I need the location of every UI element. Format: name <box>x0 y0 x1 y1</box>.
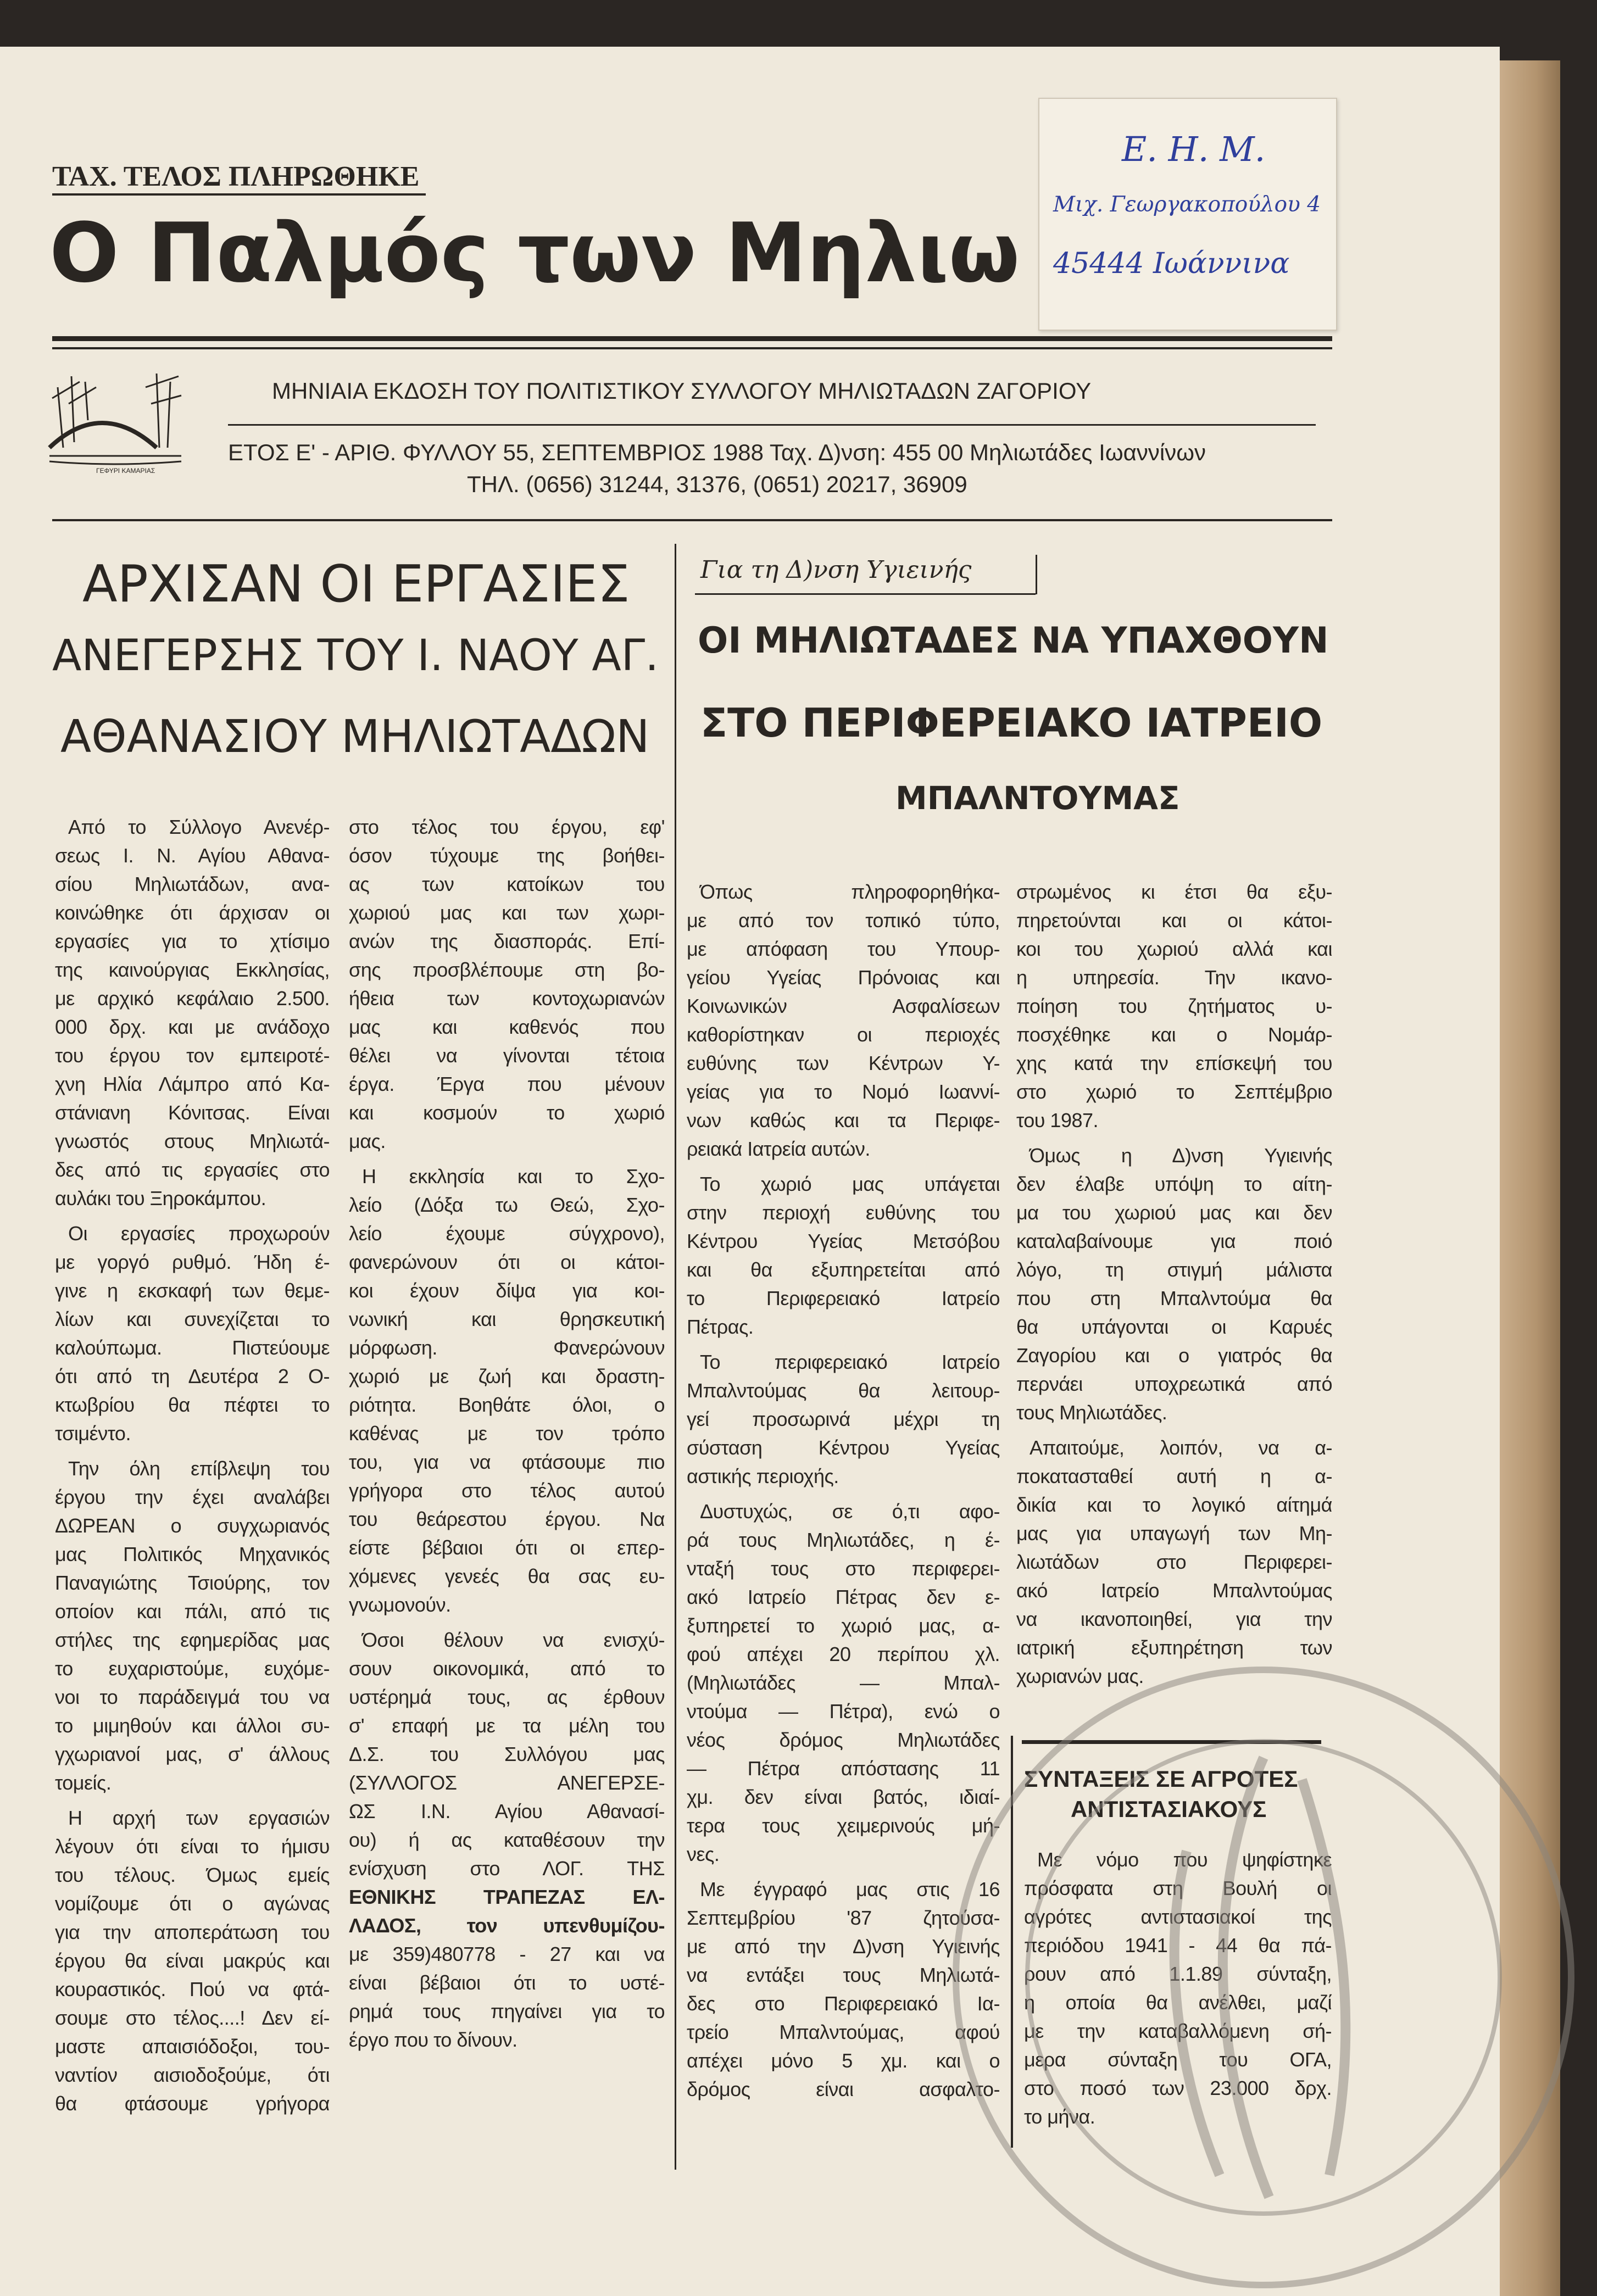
text-line: της καινούργιας Εκκλησίας, <box>55 958 330 981</box>
paragraph <box>687 1497 1000 1869</box>
text-line: δες στο Περιφερειακό Ια- <box>687 1992 1000 2015</box>
text-line: του θεάρεστου έργου. Να <box>349 1508 665 1530</box>
text-line: σεως Ι. Ν. Αγίου Αθανα- <box>55 844 330 867</box>
article-column <box>349 813 665 2061</box>
text-line: του έργου τον εμπειροτέ- <box>55 1044 330 1067</box>
text-line: κοι του χωριού αλλά και <box>1016 938 1332 960</box>
headline-line: ΑΡΧΙΣΑΝ ΟΙ ΕΡΓΑΣΙΕΣ <box>82 554 630 614</box>
headline-line: ΜΠΑΛΝΤΟΥΜΑΣ <box>895 779 1180 817</box>
text-line: στο τέλος του έργου, εφ' <box>349 816 665 838</box>
text-line: Όμως η Δ)νση Υγιεινής <box>1030 1144 1332 1167</box>
text-line: σύσταση Κέντρου Υγείας <box>687 1436 1000 1459</box>
text-line: χωριού μας και των χωρι- <box>349 901 665 924</box>
headline-line: ΣΤΟ ΠΕΡΙΦΕΡΕΙΑΚΟ ΙΑΤΡΕΙΟ <box>700 700 1323 746</box>
text-line: γείου Υγείας Πρόνοιας και <box>687 966 1000 989</box>
text-line: δικία και το λογικό αίτημά <box>1016 1493 1332 1516</box>
text-line: κουραστικός. Πού να φτά- <box>55 1978 330 2000</box>
box-body <box>1024 1846 1332 2138</box>
text-line: θα φτάσουμε γρήγορα <box>55 2092 330 2115</box>
text-line: τσιμέντο. <box>55 1422 131 1445</box>
text-line: έργο που το δίνουν. <box>349 2028 518 2051</box>
text-line: ξυπηρετεί το χωριό μας, α- <box>687 1614 1000 1637</box>
divider <box>52 193 426 196</box>
text-line: ποίηση του ζητήματος υ- <box>1016 995 1332 1017</box>
text-line: Το χωριό μας υπάγεται <box>700 1173 1000 1195</box>
text-line: με γοργό ρυθμό. Ήδη έ- <box>55 1251 330 1273</box>
text-line: γεί προσωρινά μέχρι τη <box>687 1408 1000 1430</box>
text-line: στρωμένος κι έτσι θα εξυ- <box>1016 880 1332 903</box>
text-line: Με έγγραφό μας στις 16 <box>700 1878 1000 1901</box>
text-line: κοι έχουν δίψα για κοι- <box>349 1279 665 1302</box>
text-line: φανερώνουν ότι οι κάτοι- <box>349 1251 665 1273</box>
text-line: γχωριανοί μας, σ' άλλους <box>55 1743 330 1765</box>
text-line: ακό Ιατρείο Πέτρας δεν ε- <box>687 1586 1000 1608</box>
issue-info: ΕΤΟΣ Ε' - ΑΡΙΘ. ΦΥΛΛΟΥ 55, ΣΕΠΤΕΜΒΡΙΟΣ 1988 Ταχ. Δ)νση: 455 00 Μηλιωτάδες Ιωαννίνων <box>228 439 1206 465</box>
text-line: ήθεια των κοντοχωριανών <box>349 987 665 1010</box>
text-line: μας. <box>349 1130 386 1152</box>
text-line: ανών της διασποράς. Επί- <box>349 930 665 952</box>
text-line: δεν έλαβε υπόψη το αίτη- <box>1016 1173 1332 1195</box>
logo-caption: ΓΕΦΥΡΙ ΚΑΜΑΡΙΑΣ <box>96 467 155 475</box>
text-line: καλούπωμα. Πιστεύουμε <box>55 1336 330 1359</box>
text-line: περνάει υποχρεωτικά από <box>1016 1373 1332 1395</box>
text-line: που στη Μπαλντούμα θα <box>1016 1287 1332 1309</box>
text-line: έργου θα είναι μακρύς και <box>55 1949 330 1972</box>
text-line: το ευχαριστούμε, ευχόμε- <box>55 1657 330 1680</box>
text-line: ρουν από 1.1.89 σύνταξη, <box>1024 1963 1332 1985</box>
text-line: Παναγιώτης Τσιούρης, τον <box>55 1571 330 1594</box>
text-line: ακό Ιατρείο Μπαλντούμας <box>1016 1579 1332 1602</box>
article-column <box>1016 878 1332 1697</box>
text-line: Οι εργασίες προχωρούν <box>68 1222 330 1245</box>
box-title-line: ΣΥΝΤΑΞΕΙΣ ΣΕ ΑΓΡΟΤΕΣ <box>1024 1766 1298 1792</box>
text-line: με αρχικό κεφάλαιο 2.500. <box>55 987 330 1010</box>
text-line: ρημά τους πηγαίνει για το <box>349 2000 665 2022</box>
address-label <box>1038 98 1337 331</box>
text-line: του τέλους. Όμως εμείς <box>55 1864 330 1886</box>
paragraph <box>55 1454 330 1797</box>
text-line: σ' επαφή με τα μέλη του <box>349 1714 665 1737</box>
text-line: ναντίον αισιοδοξούμε, ότι <box>55 2064 330 2086</box>
paragraph <box>1024 1846 1332 2131</box>
text-line: γείας για το Νομό Ιωαννί- <box>687 1080 1000 1103</box>
text-line: το μήνα. <box>1024 2105 1095 2128</box>
kicker-underline <box>695 593 1036 595</box>
paragraph <box>1016 878 1332 1135</box>
text-line: στο χωριό το Σεπτέμβριο <box>1016 1080 1332 1103</box>
headline-line: ΑΘΑΝΑΣΙΟΥ ΜΗΛΙΩΤΑΔΩΝ <box>60 711 650 763</box>
text-line: μας Πολιτικός Μηχανικός <box>55 1543 330 1565</box>
text-line: οποίον και πάλι, από τις <box>55 1600 330 1623</box>
paragraph <box>687 1875 1000 2104</box>
text-line: γρήγορα στο τέλος αυτού <box>349 1479 665 1502</box>
text-line: ου) ή ας καταθέσουν την <box>349 1829 665 1851</box>
text-line: κοινώθηκε ότι άρχισαν οι <box>55 901 330 924</box>
paragraph <box>1016 1434 1332 1691</box>
text-line: Η εκκλησία και το Σχο- <box>362 1165 665 1188</box>
address-line-1: Ε. Η. Μ. <box>1122 129 1266 169</box>
text-line: του 1987. <box>1016 1109 1099 1132</box>
text-line: Η αρχή των εργασιών <box>68 1807 330 1829</box>
text-line: με απόφαση του Υπουρ- <box>687 938 1000 960</box>
address-line-2: Μιχ. Γεωργακοπούλου 4 <box>1053 192 1321 217</box>
text-line: ΕΘΝΙΚΗΣ ΤΡΑΠΕΖΑΣ ΕΛ- <box>349 1886 665 1908</box>
text-line: ντούμα — Πέτρα), ενώ ο <box>687 1700 1000 1723</box>
binding-edge <box>1500 60 1560 2296</box>
text-line: σουν οικονομικά, από το <box>349 1657 665 1680</box>
text-line: αγρότες αντιστασιακοί της <box>1024 1905 1332 1928</box>
text-line: για την αποπεράτωση του <box>55 1921 330 1943</box>
text-line: η οποία θα ανέλθει, μαζί <box>1024 1991 1332 2014</box>
text-line: το μιμηθούν και άλλοι συ- <box>55 1714 330 1737</box>
text-line: μα του χωριού μας και δεν <box>1016 1201 1332 1224</box>
text-line: λείο έχουμε σύγχρονο), <box>349 1222 665 1245</box>
text-line: Κέντρου Υγείας Μετσόβου <box>687 1230 1000 1252</box>
masthead-rule <box>52 336 1332 341</box>
text-line: χωριανών μας. <box>1016 1665 1144 1687</box>
text-line: λιωτάδων στο Περιφερει- <box>1016 1551 1332 1573</box>
text-line: Όπως πληροφορηθήκα- <box>700 880 1000 903</box>
text-line: δες από τις εργασίες στο <box>55 1158 330 1181</box>
text-line: καθορίστηκαν οι περιοχές <box>687 1023 1000 1046</box>
text-line: να ικανοποιηθεί, για την <box>1016 1608 1332 1630</box>
text-line: χόμενες γενεές θα σας ευ- <box>349 1565 665 1587</box>
text-line: θέλει να γίνονται τέτοια <box>349 1044 665 1067</box>
text-line: στήλες της εφημερίδας μας <box>55 1629 330 1651</box>
article-column <box>55 813 330 2125</box>
text-line: τερα τους χειμερινούς μή- <box>687 1814 1000 1837</box>
text-line: είστε βέβαιοι ότι οι επερ- <box>349 1536 665 1559</box>
text-line: Δ.Σ. του Συλλόγου μας <box>349 1743 665 1765</box>
text-line: και θα εξυπηρετείται από <box>687 1258 1000 1281</box>
text-line: Απαιτούμε, λοιπόν, να α- <box>1030 1436 1332 1459</box>
text-line: 000 δρχ. και με ανάδοχο <box>55 1016 330 1038</box>
text-line: εργασίες για το χτίσιμο <box>55 930 330 952</box>
text-line: με 359)480778 - 27 και να <box>349 1943 665 1965</box>
paragraph <box>1016 1141 1332 1427</box>
text-line: όσον τύχουμε της βοήθει- <box>349 844 665 867</box>
box-title-line: ΑΝΤΙΣΤΑΣΙΑΚΟΥΣ <box>1071 1796 1267 1822</box>
text-line: πηρετούνται και οι κάτοι- <box>1016 909 1332 932</box>
text-line: και κοσμούν το χωριό <box>349 1101 665 1124</box>
text-line: τομείς. <box>55 1771 112 1794</box>
text-line: νων καθώς και τα Περιφε- <box>687 1109 1000 1132</box>
text-line: με από την Δ)νση Υγιεινής <box>687 1935 1000 1958</box>
text-line: αστικής περιοχής. <box>687 1465 839 1487</box>
paragraph <box>349 813 665 1156</box>
text-line: Την όλη επίβλεψη του <box>68 1457 330 1480</box>
text-line: χης κατά την επίσκεψή του <box>1016 1052 1332 1074</box>
text-line: Ζαγορίου και ο γιατρός θα <box>1016 1344 1332 1367</box>
headline-line: ΑΝΕΓΕΡΣΗΣ ΤΟΥ Ι. ΝΑΟΥ ΑΓ. <box>52 631 659 681</box>
article-column <box>687 878 1000 2110</box>
text-line: νέος δρόμος Μηλιωτάδες <box>687 1729 1000 1751</box>
divider <box>228 424 1316 426</box>
paragraph <box>55 813 330 1213</box>
text-line: υστέρημά τους, ας έρθουν <box>349 1686 665 1708</box>
text-line: ενίσχυση στο ΛΟΓ. ΤΗΣ <box>349 1857 665 1880</box>
text-line: έργου την έχει αναλάβει <box>55 1486 330 1508</box>
text-line: με από τον τοπικό τύπο, <box>687 909 1000 932</box>
text-line: χνη Ηλία Λάμπρο από Κα- <box>55 1073 330 1095</box>
text-line: λόγο, τη στιγμή μάλιστα <box>1016 1258 1332 1281</box>
publication-subtitle: ΜΗΝΙΑΙΑ ΕΚΔΟΣΗ ΤΟΥ ΠΟΛΙΤΙΣΤΙΚΟΥ ΣΥΛΛΟΓΟΥ ΜΗΛΙΩΤΑΔΩΝ ΖΑΓΟΡΙΟΥ <box>272 378 1092 404</box>
text-line: νωνική και θρησκευτική <box>349 1308 665 1330</box>
text-line: γινε η εκσκαφή των θεμε- <box>55 1279 330 1302</box>
text-line: είναι βέβαιοι ότι το υστέ- <box>349 1971 665 1994</box>
paragraph <box>55 1804 330 2118</box>
text-line: σίου Μηλιωτάδων, ανα- <box>55 873 330 895</box>
text-line: λέγουν ότι είναι το ήμισυ <box>55 1835 330 1858</box>
text-line: ιατρική εξυπηρέτηση των <box>1016 1636 1332 1659</box>
text-line: Όσοι θέλουν να ενισχύ- <box>362 1629 665 1651</box>
sidebar-box <box>1011 1736 1343 2148</box>
text-line: Δυστυχώς, σε ό,τι αφο- <box>700 1500 1000 1523</box>
text-line: με την καταβαλλόμενη σή- <box>1024 2020 1332 2042</box>
text-line: μόρφωση. Φανερώνουν <box>349 1336 665 1359</box>
text-line: ΛΑΔΟΣ, τον υπενθυμίζου- <box>349 1914 665 1937</box>
text-line: ότι από τη Δευτέρα 2 Ο- <box>55 1365 330 1387</box>
text-line: λείο (Δόξα τω Θεώ, Σχο- <box>349 1194 665 1216</box>
text-line: στην περιοχή ευθύνης του <box>687 1201 1000 1224</box>
text-line: στο ποσό των 23.000 δρχ. <box>1024 2077 1332 2099</box>
kicker-box-edge <box>1036 555 1037 594</box>
paragraph <box>687 1348 1000 1491</box>
bridge-logo <box>47 365 184 475</box>
text-line: ας των κατοίκων του <box>349 873 665 895</box>
text-line: ριότητα. Βοηθάτε όλοι, ο <box>349 1394 665 1416</box>
text-line: ΩΣ Ι.Ν. Αγίου Αθανασί- <box>349 1800 665 1823</box>
text-line: ευθύνης των Κέντρων Υ- <box>687 1052 1000 1074</box>
address-line-3: 45444 Ιωάννινα <box>1053 247 1290 280</box>
paragraph <box>55 1219 330 1448</box>
text-line: Κοινωνικών Ασφαλίσεων <box>687 995 1000 1017</box>
text-line: αυλάκι του Ξηροκάμπου. <box>55 1187 266 1210</box>
text-line: έργα. Έργα που μένουν <box>349 1073 665 1095</box>
text-line: καταλαβαίνουμε για ποιό <box>1016 1230 1332 1252</box>
paragraph <box>687 878 1000 1163</box>
text-line: νες. <box>687 1843 720 1865</box>
paragraph <box>687 1170 1000 1341</box>
text-line: γνωστός στους Μηλιωτά- <box>55 1130 330 1152</box>
headline-line: ΟΙ ΜΗΛΙΩΤΑΔΕΣ ΝΑ ΥΠΑΧΘΟΥΝ <box>698 620 1329 661</box>
text-line: στάνιανη Κόνιτσας. Είναι <box>55 1101 330 1124</box>
text-line: τρείο Μπαλντούμας, αφού <box>687 2021 1000 2043</box>
text-line: νομίζουμε ότι ο αγώνας <box>55 1892 330 1915</box>
text-line: κτωβρίου θα πέφτει το <box>55 1394 330 1416</box>
text-line: (Μηλιωτάδες — Μπαλ- <box>687 1671 1000 1694</box>
text-line: Πέτρας. <box>687 1316 754 1338</box>
text-line: ποσχέθηκε και ο Νομάρ- <box>1016 1023 1332 1046</box>
masthead-title: Ο Παλμός των Μηλιω <box>49 206 1020 301</box>
paragraph <box>349 1162 665 1619</box>
text-line: γνωμονούν. <box>349 1593 451 1616</box>
article-kicker: Για τη Δ)νση Υγιεινής <box>700 556 972 584</box>
text-line: Με νόμο που ψηφίστηκε <box>1037 1848 1332 1871</box>
text-line: νοι το παράδειγμά του να <box>55 1686 330 1708</box>
text-line: Σεπτεμβρίου '87 ζητούσα- <box>687 1907 1000 1929</box>
text-line: χμ. δεν είναι βατός, ιδιαί- <box>687 1786 1000 1808</box>
text-line: Το περιφερειακό Ιατρείο <box>700 1351 1000 1373</box>
text-line: ποκατασταθεί αυτή η α- <box>1016 1465 1332 1487</box>
text-line: ρά τους Μηλιωτάδες, η έ- <box>687 1529 1000 1551</box>
text-line: — Πέτρα απόστασης 11 <box>687 1757 1000 1780</box>
text-line: χωριό με ζωή και δραστη- <box>349 1365 665 1387</box>
text-line: φού απέχει 20 περίπου χλ. <box>687 1643 1000 1665</box>
text-line: καθένας με τον τρόπο <box>349 1422 665 1445</box>
text-line: μας για υπαγωγή των Μη- <box>1016 1522 1332 1545</box>
text-line: του, για να φτάσουμε πιο <box>349 1451 665 1473</box>
text-line: ρειακά Ιατρεία αυτών. <box>687 1138 870 1160</box>
text-line: το Περιφερειακό Ιατρείο <box>687 1287 1000 1309</box>
text-line: δρόμος είναι ασφαλτο- <box>687 2078 1000 2100</box>
text-line: μερα σύνταξη του ΟΓΑ, <box>1024 2048 1332 2071</box>
paragraph <box>349 1626 665 2054</box>
text-line: σουμε στο τέλος....! Δεν εί- <box>55 2007 330 2029</box>
text-line: Από το Σύλλογο Ανενέρ- <box>68 816 330 838</box>
text-line: (ΣΥΛΛΟΓΟΣ ΑΝΕΓΕΡΣΕ- <box>349 1771 665 1794</box>
text-line: νταξή τους στο περιφερει- <box>687 1557 1000 1580</box>
text-line: Μπαλντούμας θα λειτουρ- <box>687 1379 1000 1402</box>
text-line: περιόδου 1941 - 44 θα πά- <box>1024 1934 1332 1957</box>
text-line: να εντάξει τους Μηλιωτά- <box>687 1964 1000 1986</box>
text-line: μαστε απαισιόδοξοι, του- <box>55 2035 330 2058</box>
postage-paid-label: ΤΑΧ. ΤΕΛΟΣ ΠΛΗΡΩΘΗΚΕ <box>52 161 420 192</box>
text-line: λίων και συνεχίζεται το <box>55 1308 330 1330</box>
header-bottom-rule <box>52 519 1332 521</box>
text-line: η υπηρεσία. Την ικανο- <box>1016 966 1332 989</box>
text-line: σης προσβλέπουμε στη βο- <box>349 958 665 981</box>
text-line: πρόσφατα στη Βουλή οι <box>1024 1877 1332 1899</box>
text-line: θα υπάγονται οι Καρυές <box>1016 1316 1332 1338</box>
text-line: τους Μηλιωτάδες. <box>1016 1401 1167 1424</box>
column-divider <box>675 544 676 2170</box>
text-line: απέχει μόνο 5 χμ. και ο <box>687 2049 1000 2072</box>
text-line: μας και καθενός που <box>349 1016 665 1038</box>
text-line: ΔΩΡΕΑΝ ο συγχωριανός <box>55 1514 330 1537</box>
masthead-rule <box>52 347 1332 349</box>
phone-info: ΤΗΛ. (0656) 31244, 31376, (0651) 20217, 36909 <box>467 471 967 497</box>
